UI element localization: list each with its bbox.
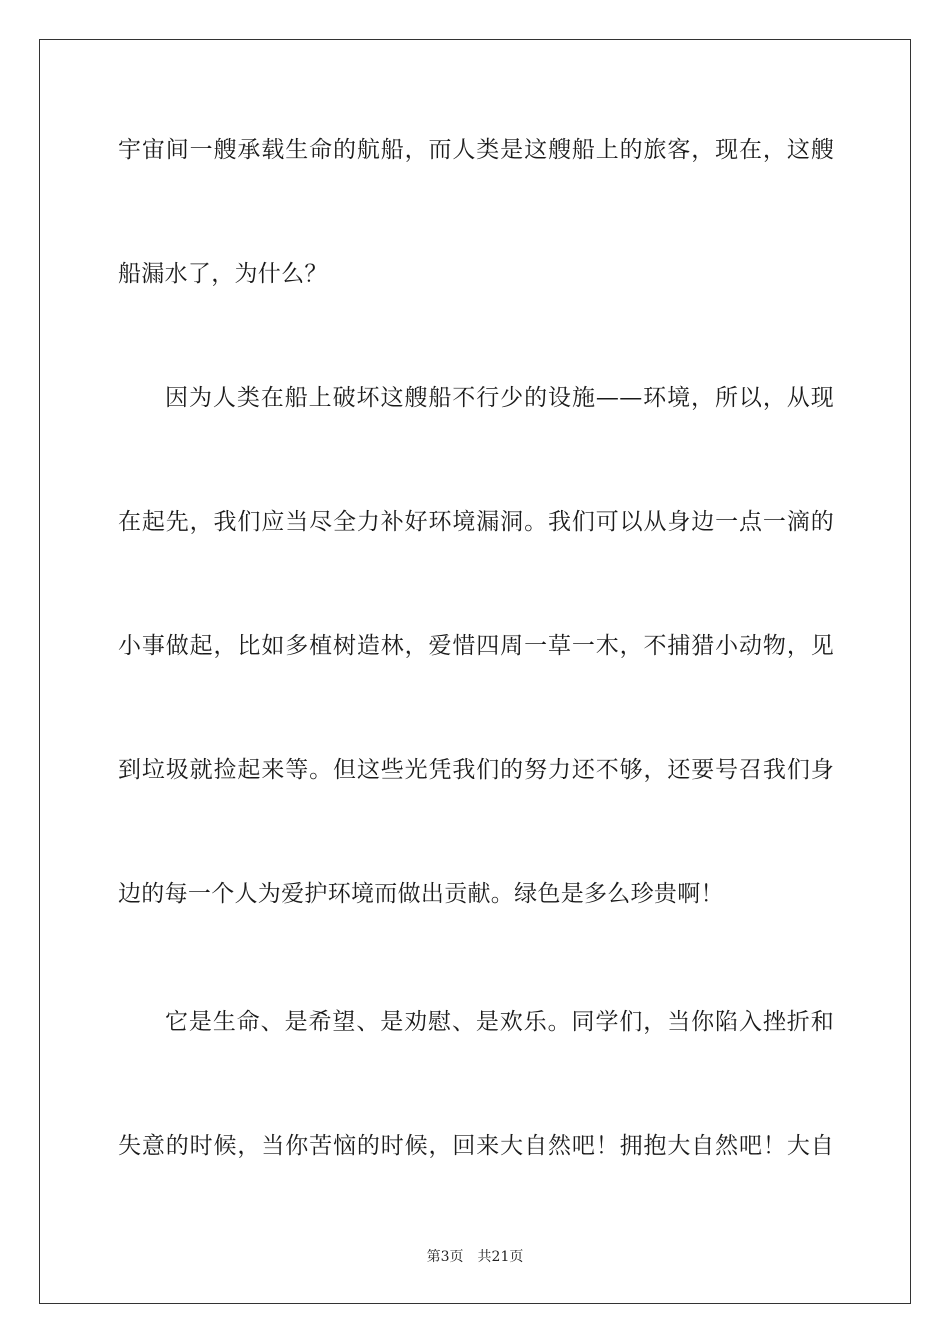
- paragraph-line: 宇宙间一艘承载生命的航船，而人类是这艘船上的旅客，现在，这艘: [118, 137, 834, 163]
- paragraph-line: 因为人类在船上破坏这艘船不行少的设施——环境，所以，从现: [165, 385, 834, 411]
- page-footer: [0, 1248, 950, 1266]
- paragraph-line: 边的每一个人为爱护环境而做出贡献。绿色是多么珍贵啊！: [118, 881, 724, 907]
- paragraph-line: 在起先，我们应当尽全力补好环境漏洞。我们可以从身边一点一滴的: [118, 509, 834, 535]
- paragraph-line: 小事做起，比如多植树造林，爱惜四周一草一木，不捕猎小动物，见: [118, 633, 834, 659]
- page-border: [39, 39, 911, 1304]
- page-number-total: 共21页: [477, 1249, 524, 1265]
- paragraph-line: 到垃圾就捡起来等。但这些光凭我们的努力还不够，还要号召我们身: [118, 757, 834, 783]
- paragraph-line: 它是生命、是希望、是劝慰、是欢乐。同学们，当你陷入挫折和: [165, 1009, 834, 1035]
- paragraph-line: 失意的时候，当你苦恼的时候，回来大自然吧！拥抱大自然吧！大自: [118, 1133, 834, 1159]
- page-number-current: 第3页: [426, 1249, 464, 1265]
- paragraph-line: 船漏水了，为什么？: [118, 261, 328, 287]
